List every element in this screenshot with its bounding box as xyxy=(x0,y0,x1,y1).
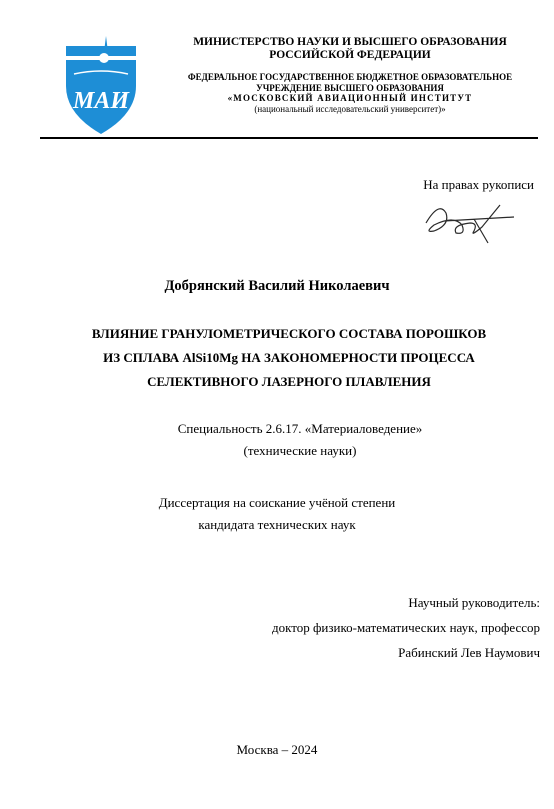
supervisor-degree: доктор физико-математических наук, профессор xyxy=(271,620,540,635)
title-line-1: ВЛИЯНИЕ ГРАНУЛОМЕТРИЧЕСКОГО СОСТАВА ПОРОШКОВ xyxy=(91,326,487,341)
mai-logo xyxy=(44,30,154,140)
ministry-heading xyxy=(150,36,550,62)
title-line-3: СЕЛЕКТИВНОГО ЛАЗЕРНОГО ПЛАВЛЕНИЯ xyxy=(147,374,431,389)
dissertation-degree xyxy=(0,492,554,536)
dissertation-title xyxy=(40,322,538,394)
degree-line-2: кандидата технических наук xyxy=(198,517,356,532)
institution-heading xyxy=(150,72,550,114)
institution-line-1: ФЕДЕРАЛЬНОЕ ГОСУДАРСТВЕННОЕ БЮДЖЕТНОЕ ОБРАЗОВАТЕЛЬНОЕ xyxy=(187,72,513,82)
ministry-line-1: МИНИСТЕРСТВО НАУКИ И ВЫСШЕГО ОБРАЗОВАНИЯ xyxy=(193,36,507,48)
author-name: Добрянский Василий Николаевич xyxy=(164,278,390,294)
rights-note: На правах рукописи xyxy=(423,177,534,192)
institution-line-3: «МОСКОВСКИЙ АВИАЦИОННЫЙ ИНСТИТУТ xyxy=(227,93,473,103)
specialty-line-1: Специальность 2.6.17. «Материаловедение» xyxy=(177,421,423,436)
logo-text: МАИ xyxy=(72,88,130,114)
specialty-line-2: (технические науки) xyxy=(243,443,357,458)
title-line-2: ИЗ СПЛАВА AlSi10Mg НА ЗАКОНОМЕРНОСТИ ПРОЦЕССА xyxy=(103,350,475,365)
institution-line-4: (национальный исследовательский университет)» xyxy=(254,103,446,114)
supervisor-name: Рабинский Лев Наумович xyxy=(398,645,540,660)
supervisor-block xyxy=(272,590,540,665)
ministry-line-2: РОССИЙСКОЙ ФЕДЕРАЦИИ xyxy=(269,49,431,61)
degree-line-1: Диссертация на соискание учёной степени xyxy=(158,495,396,510)
header-divider xyxy=(40,137,538,139)
city-year: Москва – 2024 xyxy=(236,742,318,757)
institution-line-2: УЧРЕЖДЕНИЕ ВЫСШЕГО ОБРАЗОВАНИЯ xyxy=(256,82,444,93)
specialty-block xyxy=(0,418,554,462)
signature-image xyxy=(404,195,524,250)
supervisor-label: Научный руководитель: xyxy=(408,595,540,610)
